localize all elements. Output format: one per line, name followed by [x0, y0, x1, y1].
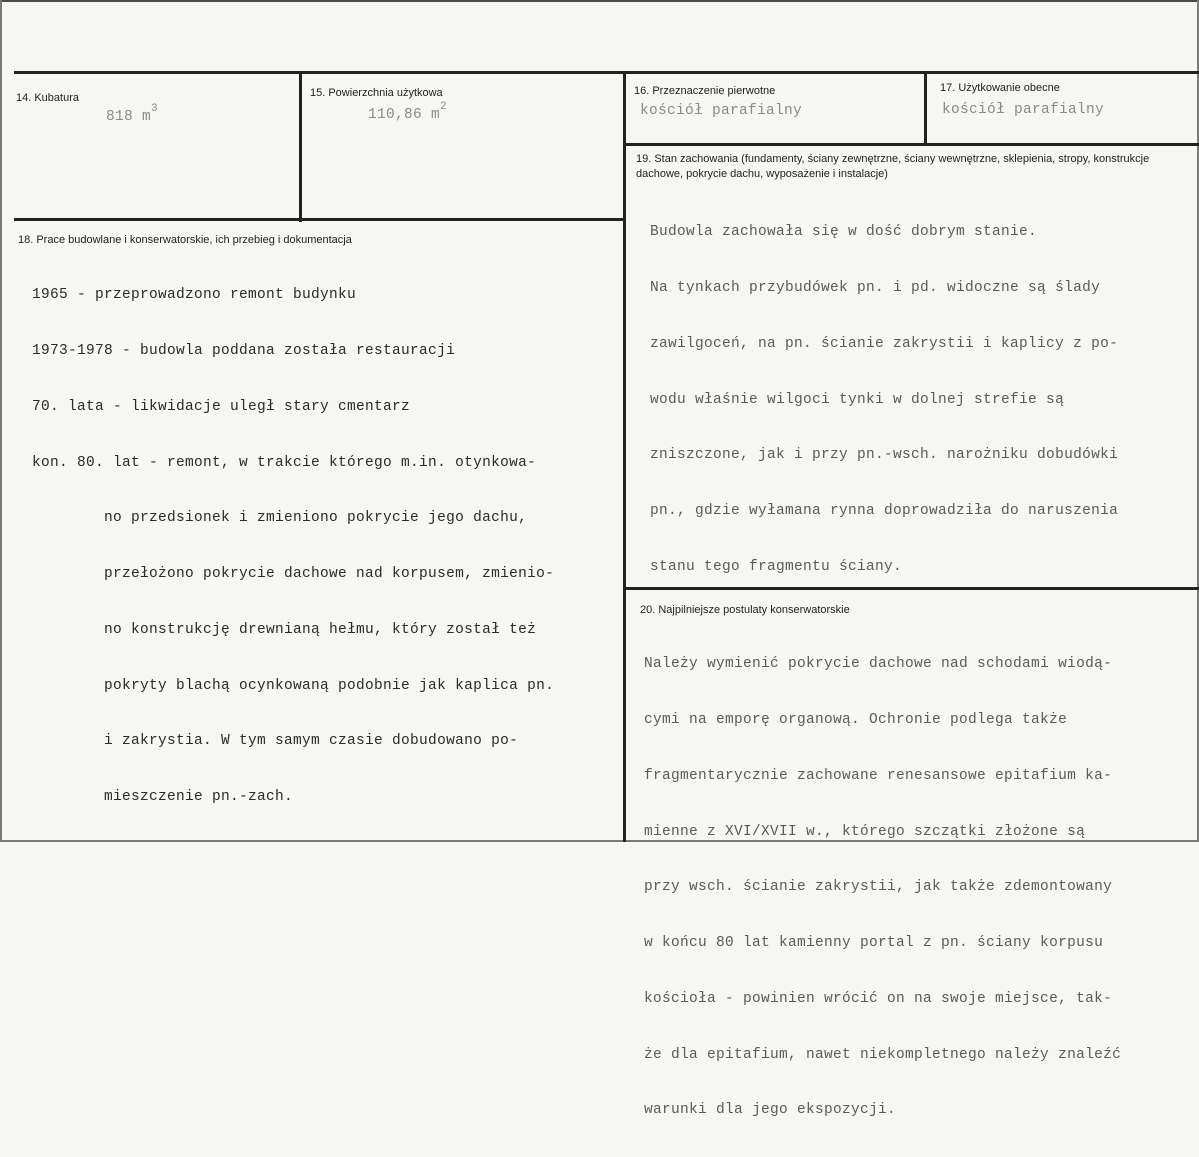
text-line: cymi na emporę organową. Ochronie podlega także	[644, 711, 1068, 728]
field-19-text	[650, 186, 1118, 614]
grid-line-under-16-17	[626, 143, 1199, 146]
field-19-condition	[636, 147, 1196, 587]
field-19-label: 19. Stan zachowania (fundamenty, ściany zewnętrzne, ściany wewnętrzne, sklepienia, stropy, konstrukcje dachowe, pokrycie dachu, wyposażenie i instalacje)	[636, 153, 1150, 180]
text-line: i zakrystia. W tym samym czasie dobudowano po-	[32, 733, 519, 750]
text-line: w końcu 80 lat kamienny portal z pn. ściany korpusu	[644, 935, 1104, 952]
field-20-text	[644, 618, 1121, 1157]
field-15-value	[368, 101, 447, 125]
text-line: mienne z XVI/XVII w., którego szczątki złożone są	[644, 823, 1086, 840]
field-16-label: 16. Przeznaczenie pierwotne	[634, 85, 776, 97]
field-16-value: kościół parafialny	[640, 103, 803, 119]
grid-line-14-15	[299, 71, 302, 222]
page-edge-left	[0, 0, 2, 842]
grid-line-center	[623, 71, 626, 842]
text-line: 1965 - przeprowadzono remont budynku	[32, 287, 357, 304]
field-14-label: 14. Kubatura	[16, 92, 79, 104]
field-15-usable-area	[310, 74, 622, 218]
field-18-label: 18. Prace budowlane i konserwatorskie, ich przebieg i dokumentacja	[18, 234, 352, 246]
text-line: 70. lata - likwidacje uległ stary cmentarz	[32, 398, 411, 415]
cubature-exponent: 3	[151, 103, 158, 115]
area-exponent: 2	[440, 101, 447, 113]
text-line: Należy wymienić pokrycie dachowe nad schodami wiodą-	[644, 656, 1113, 673]
text-line: zawilgoceń, na pn. ścianie zakrystii i kaplicy z po-	[650, 335, 1119, 352]
text-line: stanu tego fragmentu ściany.	[650, 558, 903, 575]
text-line: mieszczenie pn.-zach.	[32, 789, 294, 806]
field-17-current-use	[940, 74, 1196, 143]
text-line: pokryty blachą ocynkowaną podobnie jak kaplica pn.	[32, 677, 555, 694]
text-line: że dla epitafium, nawet niekompletnego należy znaleźć	[644, 1046, 1122, 1063]
text-line: Budowla zachowała się w dość dobrym stanie.	[650, 224, 1038, 241]
field-16-original-purpose	[634, 74, 922, 143]
text-line: no przedsionek i zmieniono pokrycie jego dachu,	[32, 510, 528, 527]
text-line: przełożono pokrycie dachowe nad korpusem, zmienio-	[32, 566, 555, 583]
text-line: pn., gdzie wyłamana rynna doprowadziła do naruszenia	[650, 503, 1119, 520]
text-line: wodu właśnie wilgoci tynki w dolnej strefie są	[650, 391, 1065, 408]
text-line: kościoła - powinien wrócić on na swoje miejsce, tak-	[644, 990, 1113, 1007]
text-line: przy wsch. ścianie zakrystii, jak także zdemontowany	[644, 879, 1113, 896]
field-14-cubature	[16, 74, 298, 218]
field-18-works-documentation	[16, 222, 622, 840]
text-line: kon. 80. lat - remont, w trakcie którego m.in. otynkowa-	[32, 454, 537, 471]
field-15-label: 15. Powierzchnia użytkowa	[310, 87, 443, 99]
page-edge-top	[0, 0, 1199, 2]
field-17-value: kościół parafialny	[942, 102, 1105, 118]
field-20-conservation-postulates	[636, 591, 1196, 1119]
grid-line-under-14-15	[14, 218, 626, 221]
field-17-label: 17. Użytkowanie obecne	[940, 82, 1060, 94]
text-line: zniszczone, jak i przy pn.-wsch. narożniku dobudówki	[650, 447, 1119, 464]
text-line: fragmentarycznie zachowane renesansowe epitafium ka-	[644, 767, 1113, 784]
field-18-text	[32, 249, 554, 844]
cubature-value: 818 m	[106, 109, 152, 125]
grid-line-16-17	[924, 71, 927, 146]
field-20-label: 20. Najpilniejsze postulaty konserwatorskie	[640, 604, 850, 616]
area-value: 110,86 m	[368, 107, 441, 123]
text-line: 1973-1978 - budowla poddana została restauracji	[32, 342, 456, 359]
text-line: Na tynkach przybudówek pn. i pd. widoczne są ślady	[650, 279, 1101, 296]
field-14-value	[106, 103, 158, 127]
text-line: warunki dla jego ekspozycji.	[644, 1102, 897, 1119]
text-line: no konstrukcję drewnianą hełmu, który został też	[32, 621, 537, 638]
